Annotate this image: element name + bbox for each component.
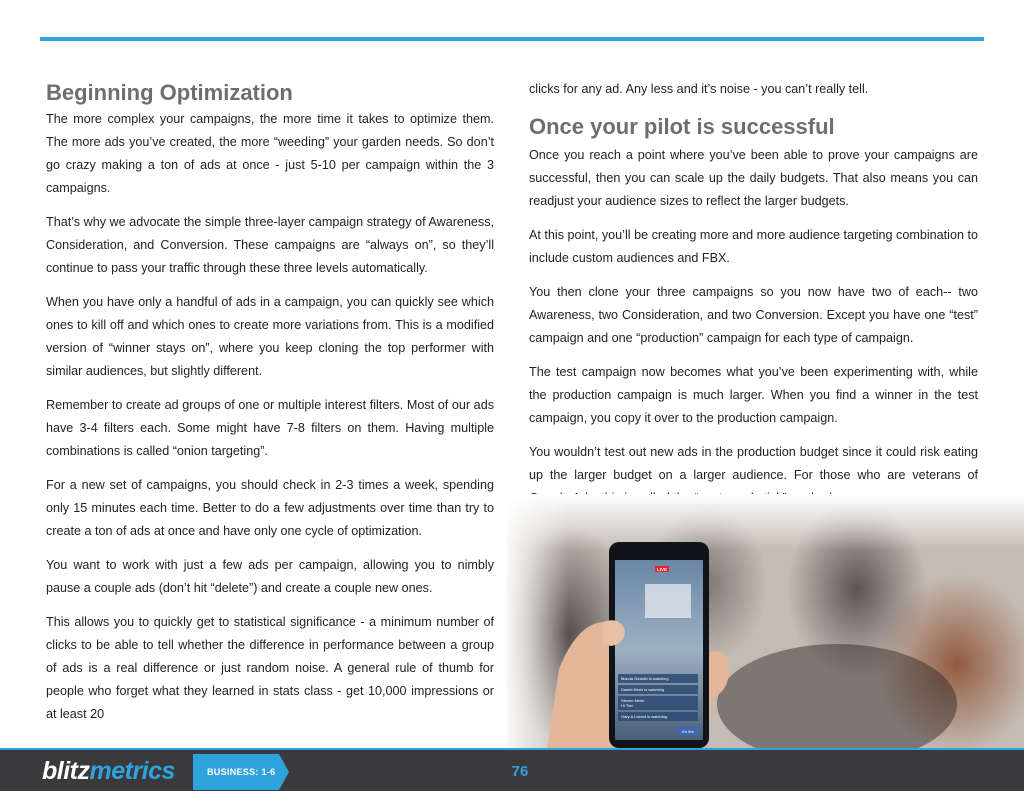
- paragraph: At this point, you’ll be creating more and more audience targeting combination to include custom audiences and FBX.: [529, 228, 978, 265]
- right-column: [529, 78, 978, 521]
- comment: Gary A Lalond is watching: [621, 714, 668, 719]
- paragraph: That’s why we advocate the simple three-layer campaign strategy of Awareness, Consideration, and Conversion. These campaigns are “always on”, so they’ll continue to pass your traffic through these three levels automatically.: [46, 215, 494, 275]
- continued-paragraph: clicks for any ad. Any less and it’s noise - you can’t really tell.: [529, 82, 869, 96]
- paragraph: When you have only a handful of ads in a campaign, you can quickly see which ones to kill off and which ones to create more variations from. This is a modified version of “winner stays on”, where you keep cloning the top performer with similar audiences, but slightly different.: [46, 295, 494, 378]
- blitzmetrics-logo: blitzmetrics: [42, 757, 175, 785]
- paragraph: You wouldn’t test out new ads in the production budget since it could risk eating up the larger budget on a larger audience. For those who are veterans of: [529, 445, 978, 482]
- paragraph: For a new set of campaigns, you should check in 2-3 times a week, spending only 15 minutes each time. Better to do a few adjustments over time than try to create a ton of ads at once and have only one cycle of optimization.: [46, 478, 494, 538]
- comment: Marcia Geaclin is watching: [621, 676, 669, 681]
- paragraph: You want to work with just a few ads per campaign, allowing you to nimbly pause a couple ads (don’t hit “delete”) and create a couple new ones.: [46, 558, 494, 595]
- section-heading-beginning-optimization: Beginning Optimization: [46, 80, 293, 105]
- go-live-button: Go live: [681, 729, 695, 734]
- paragraph: This allows you to quickly get to statistical significance - a minimum number of clicks to be able to tell whether the difference in performance between a group of ads is a real difference or just random noise. A general rule of thumb for people who forget what they learned in stats class - get 10,000 impressions or at least 20: [46, 615, 494, 721]
- comment: Hi Tim!: [621, 703, 634, 708]
- comment: Steven Meek: [621, 698, 645, 703]
- section-label: BUSINESS: 1-6: [207, 767, 276, 777]
- page-number: 76: [511, 763, 529, 780]
- paragraph: Remember to create ad groups of one or multiple interest filters. Most of our ads have 3-4 filters each. Some might have 7-8 filters on them. Having multiple combinations is called “onion targeting”.: [46, 398, 494, 458]
- left-column: [46, 78, 494, 726]
- live-badge-label: LIVE: [656, 567, 668, 572]
- phone-livestream-photo: [507, 494, 1024, 750]
- paragraph: You then clone your three campaigns so you now have two of each-- two Awareness, two Consideration, and two Conversion. Except you have one “test” campaign and one “production” campaign for each type of campaign.: [529, 285, 978, 345]
- top-rule: [40, 37, 984, 41]
- paragraph: The test campaign now becomes what you’ve been experimenting with, while the production campaign is much larger. When you find a winner in the test campaign, you copy it over to the production campaign.: [529, 365, 978, 425]
- section-heading-pilot-successful: Once your pilot is successful: [529, 114, 835, 139]
- paragraph: Once you reach a point where you’ve been able to prove your campaigns are successful, then you can scale up the daily budgets. That also means you can readjust your audience sizes to reflect the larger budgets.: [529, 148, 978, 208]
- paragraph: The more complex your campaigns, the more time it takes to optimize them. The more ads you’ve created, the more “weeding” your garden needs. So don’t go crazy making a ton of ads at once - just 5-10 per campaign within the 3 campaigns.: [46, 112, 494, 195]
- comment: Daniel Meek is watching: [621, 687, 665, 692]
